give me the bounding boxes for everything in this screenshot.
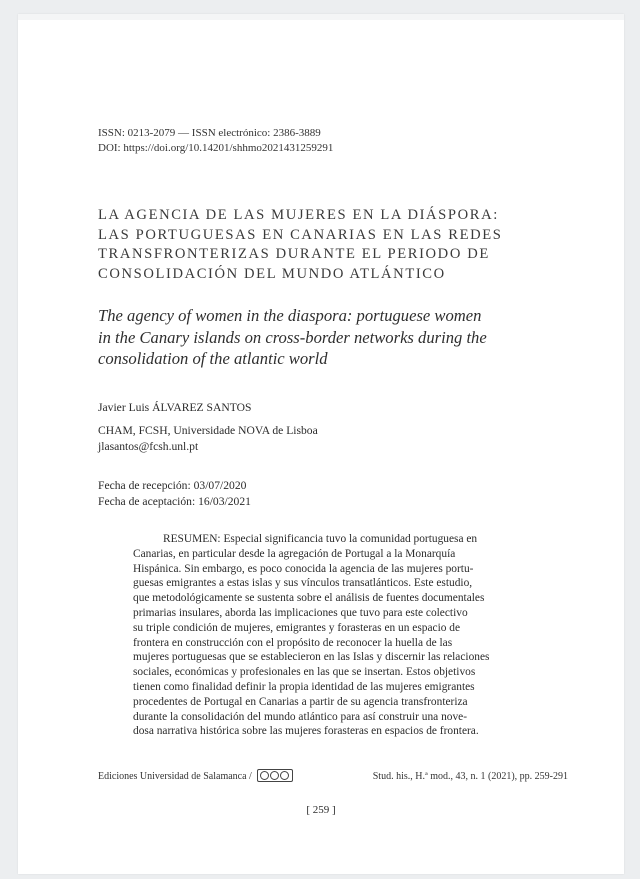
abstract-line: procedentes de Portugal en Canarias a partir de su agencia transfronteriza [133,695,468,708]
author-email[interactable]: jlasantos@fcsh.unl.pt [98,439,199,453]
author-affiliation-block [98,423,318,454]
abstract [133,532,553,739]
abstract-line: dosa narrativa histórica sobre las mujeres forasteras en espacios de frontera. [133,725,479,738]
author-name: Javier Luis ÁLVAREZ SANTOS [98,401,252,414]
spanish-title-line: LAS PORTUGUESAS EN CANARIAS EN LAS REDES [98,226,503,243]
document-page [18,14,624,874]
abstract-line: que metodológicamente se sustenta sobre el análisis de fuentes documentales [133,592,485,605]
abstract-line: primarias insulares, aborda las implicaciones que tuvo para este colectivo [133,606,468,619]
received-date: Fecha de recepción: 03/07/2020 [98,479,247,492]
abstract-line: su triple condición de mujeres, emigrantes y forasteras en un espacio de [133,621,461,634]
journal-identifiers [98,126,333,156]
english-title-line: The agency of women in the diaspora: portuguese women [98,306,482,325]
english-title-line: consolidation of the atlantic world [98,349,328,368]
spanish-title-line: TRANSFRONTERIZAS DURANTE EL PERIODO DE [98,246,490,262]
issn-line: ISSN: 0213-2079 — ISSN electrónico: 2386-3889 [98,127,321,139]
spanish-title-line: LA AGENCIA DE LAS MUJERES EN LA DIÁSPORA: [98,207,499,223]
publisher-name: Ediciones Universidad de Salamanca / [98,771,252,782]
submission-dates [98,478,251,509]
abstract-line: mujeres portuguesas que se establecieron en las Islas y discernir las relaciones [133,651,490,664]
publisher-block [98,770,293,783]
english-title-line: in the Canary islands on cross-border networks during the [98,327,487,347]
doi-line: DOI: https://doi.org/10.14201/shhmo2021431259291 [98,142,334,154]
spanish-title-line: CONSOLIDACIÓN DEL MUNDO ATLÁNTICO [98,265,446,282]
abstract-line: tienen como finalidad definir la propia identidad de las mujeres emigrantes [133,680,475,693]
abstract-line: frontera en construcción con el propósito de reconocer la huella de las [133,636,453,649]
abstract-line: Hispánica. Sin embargo, es poco conocida la agencia de las mujeres portu- [133,562,474,575]
abstract-line: Canarias, en particular desde la agregación de Portugal a la Monarquía [133,547,456,560]
abstract-line: guesas emigrantes a estas islas y sus vínculos transatlánticos. Este estudio, [133,577,473,590]
citation: Stud. his., H.ª mod., 43, n. 1 (2021), pp. 259-291 [372,771,568,782]
top-strip [18,14,624,20]
page-number: [ 259 ] [306,804,336,816]
accepted-date: Fecha de aceptación: 16/03/2021 [98,494,251,508]
spanish-title [98,206,568,284]
author-affiliation: CHAM, FCSH, Universidade NOVA de Lisboa [98,424,318,437]
abstract-line: sociales, económicas y profesionales en las que se insertan. Estos objetivos [133,666,476,679]
abstract-line: RESUMEN: Especial significancia tuvo la comunidad portuguesa en [163,533,478,545]
abstract-line: durante la consolidación del mundo atlántico para así construir una nove- [133,710,468,723]
creative-commons-icon [257,769,293,782]
english-title [98,305,578,370]
